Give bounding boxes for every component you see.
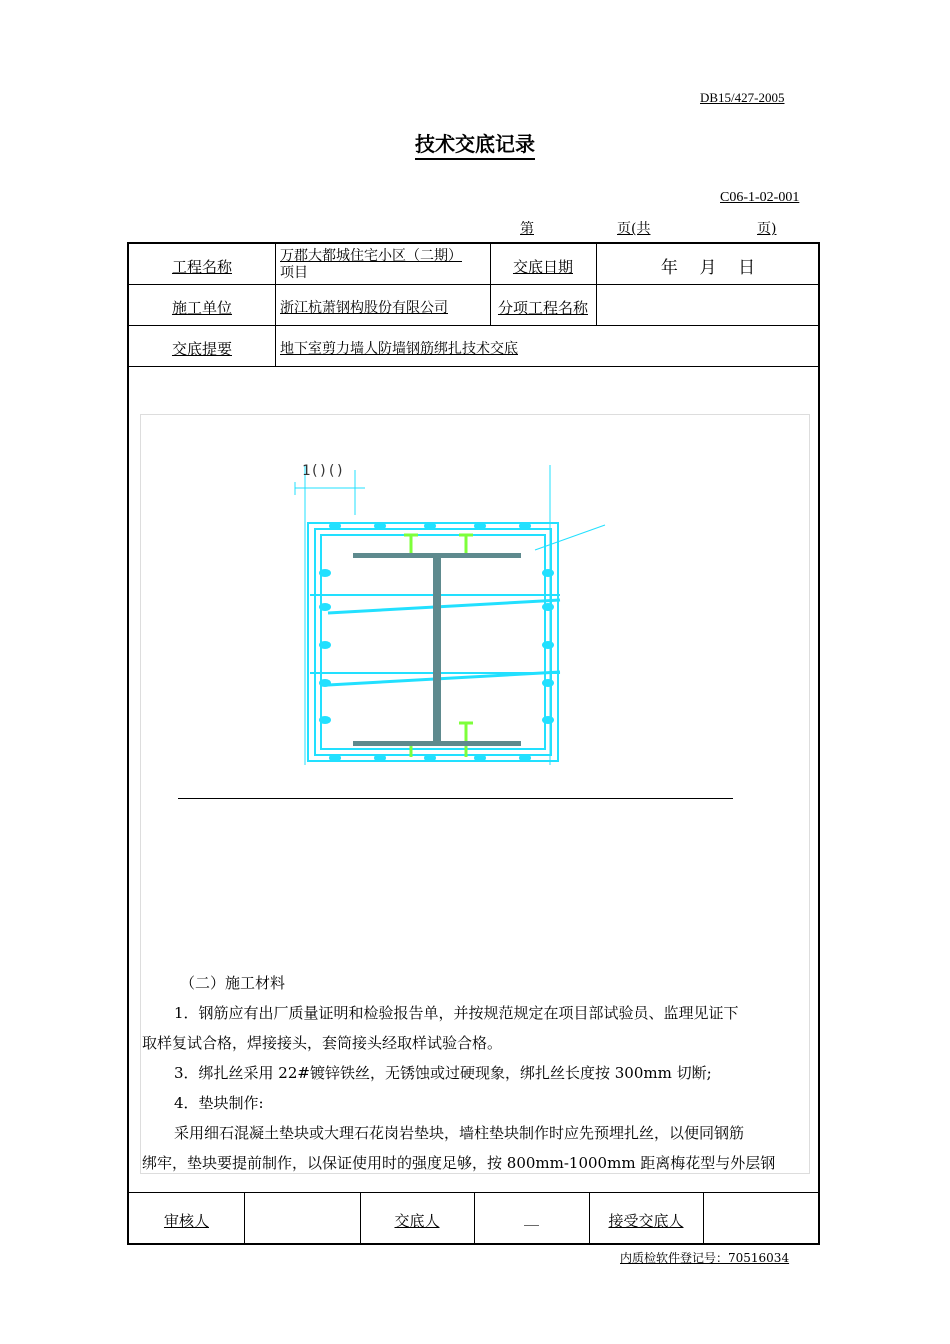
discloser-label: 交底人 [394, 1212, 440, 1230]
col-divider [275, 244, 276, 366]
project-name-label: 工程名称 [171, 258, 232, 276]
page-suffix: 页) [757, 221, 777, 237]
receiver-signature-field[interactable] [703, 1192, 819, 1244]
material-item-1: 1．钢筋应有出厂质量证明和检验报告单，并按规范规定在项目部试验员、监理见证下 [174, 1004, 739, 1022]
registration-number: 内质检软件登记号：70516034 [620, 1251, 790, 1265]
rebar-drawing [280, 455, 620, 775]
page-prefix: 第 [520, 221, 534, 237]
receiver-label: 接受交底人 [608, 1212, 684, 1230]
material-item-4-detail-cont: 绑牢，垫块要提前制作，以保证使用时的强度足够，按 800mm-1000mm 距离梅花型与外层钢 [142, 1154, 776, 1172]
reviewer-signature-field[interactable] [244, 1192, 360, 1244]
project-name-value: 万郡大都城住宅小区（二期） 项目 [280, 248, 462, 281]
subproject-label: 分项工程名称 [497, 299, 588, 317]
record-code: C06-1-02-001 [720, 190, 800, 205]
contractor-value: 浙江杭萧钢构股份有限公司 [280, 300, 448, 316]
row-divider [129, 284, 818, 285]
drawing-separator [178, 798, 733, 799]
material-item-1-cont: 取样复试合格，焊接接头，套筒接头经取样试验合格。 [142, 1034, 503, 1052]
date-value[interactable]: 年 月 日 [660, 258, 756, 278]
section-heading: （二）施工材料 [180, 974, 286, 992]
summary-label: 交底提要 [171, 340, 232, 358]
row-divider [129, 366, 818, 367]
discloser-signature-field[interactable]: __ [524, 1208, 539, 1226]
date-label: 交底日期 [512, 258, 573, 276]
page-total-prefix: 页(共 [617, 221, 651, 237]
reviewer-label: 审核人 [163, 1212, 209, 1230]
row-divider [129, 325, 818, 326]
summary-value: 地下室剪力墙人防墙钢筋绑扎技术交底 [280, 341, 518, 357]
material-item-3: 3．绑扎丝采用 22#镀锌铁丝，无锈蚀或过硬现象，绑扎丝长度按 300mm 切断; [174, 1064, 712, 1082]
page-title: 技术交底记录 [0, 128, 950, 157]
material-item-4: 4．垫块制作: [174, 1094, 264, 1112]
material-item-4-detail: 采用细石混凝土垫块或大理石花岗岩垫块，墙柱垫块制作时应先预埋扎丝，以便同钢筋 [174, 1124, 745, 1142]
dimension-text: 1()() [302, 463, 345, 479]
contractor-label: 施工单位 [171, 299, 232, 317]
standard-code: DB15/427-2005 [700, 90, 785, 105]
h-steel-section [353, 553, 521, 746]
